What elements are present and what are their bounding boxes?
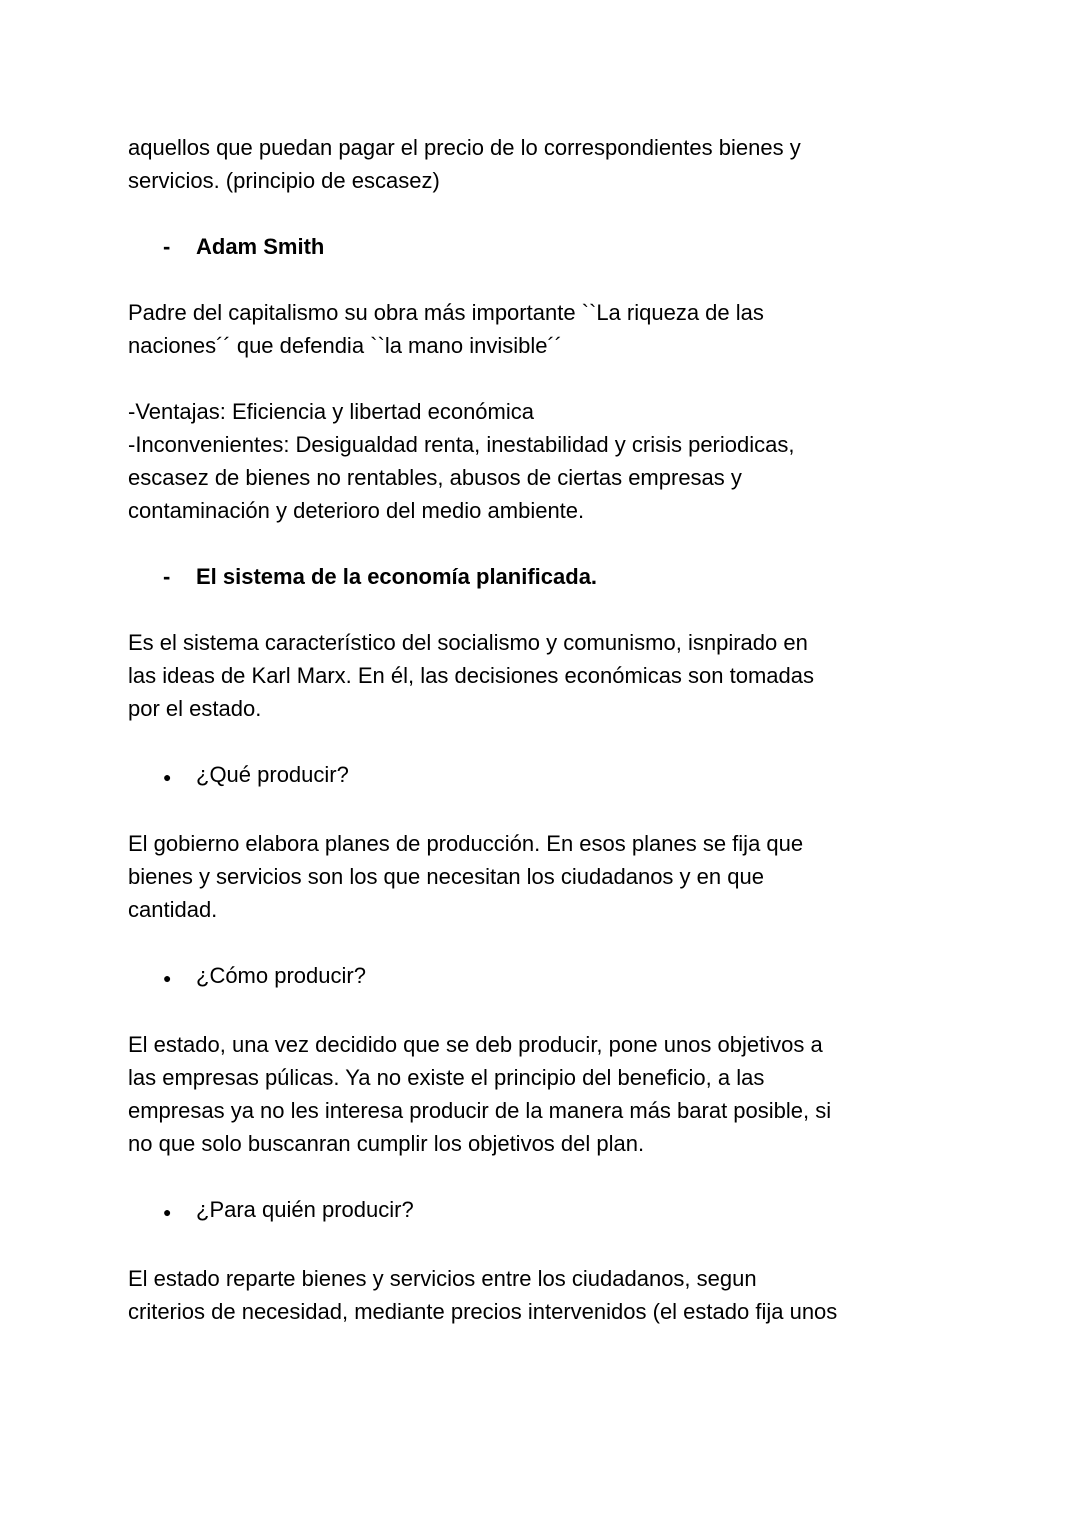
text-line: escasez de bienes no rentables, abusos de ciertas empresas y [128,465,742,490]
disc-bullet-marker: ● [163,1204,172,1220]
list-item-dash [128,230,952,263]
text-line: criterios de necesidad, mediante precios intervenidos (el estado fija unos [128,1299,838,1324]
paragraph [128,1262,952,1328]
list-item-label: El sistema de la economía planificada. [196,564,598,589]
text-line: cantidad. [128,897,218,922]
text-line: servicios. (principio de escasez) [128,168,440,193]
disc-bullet-marker: ● [163,970,172,986]
text-line: contaminación y deterioro del medio ambiente. [128,498,585,523]
text-line: Es el sistema característico del socialismo y comunismo, isnpirado en [128,630,808,655]
paragraph [128,395,952,527]
list-item-bullet [128,959,952,995]
paragraph [128,1028,952,1160]
text-line: El gobierno elabora planes de producción. En esos planes se fija que [128,831,804,856]
text-line: bienes y servicios son los que necesitan los ciudadanos y en que [128,864,764,889]
text-line: Padre del capitalismo su obra más importante ``La riqueza de las [128,300,764,325]
text-line: las ideas de Karl Marx. En él, las decisiones económicas son tomadas [128,663,815,688]
text-line: naciones´´ que defendia ``la mano invisible´´ [128,333,563,358]
document-content [128,131,952,1328]
text-line: -Ventajas: Eficiencia y libertad económica [128,399,534,424]
paragraph [128,626,952,725]
list-item-label: Adam Smith [196,234,325,259]
text-line: por el estado. [128,696,262,721]
text-line: El estado, una vez decidido que se deb producir, pone unos objetivos a [128,1032,823,1057]
text-line: las empresas púlicas. Ya no existe el principio del beneficio, a las [128,1065,765,1090]
paragraph [128,827,952,926]
text-line: no que solo buscanran cumplir los objetivos del plan. [128,1131,645,1156]
list-item-dash [128,560,952,593]
paragraph [128,296,952,362]
text-line: -Inconvenientes: Desigualdad renta, inestabilidad y crisis periodicas, [128,432,795,457]
dash-bullet-marker: - [163,564,171,589]
text-line: empresas ya no les interesa producir de la manera más barat posible, si [128,1098,832,1123]
list-item-bullet [128,758,952,794]
list-item-label: ¿Cómo producir? [196,963,366,988]
list-item-label: ¿Qué producir? [196,762,349,787]
list-item-label: ¿Para quién producir? [196,1197,414,1222]
list-item-bullet [128,1193,952,1229]
disc-bullet-marker: ● [163,769,172,785]
text-line: aquellos que puedan pagar el precio de lo correspondientes bienes y [128,135,801,160]
dash-bullet-marker: - [163,234,171,259]
paragraph [128,131,952,197]
text-line: El estado reparte bienes y servicios entre los ciudadanos, segun [128,1266,757,1291]
